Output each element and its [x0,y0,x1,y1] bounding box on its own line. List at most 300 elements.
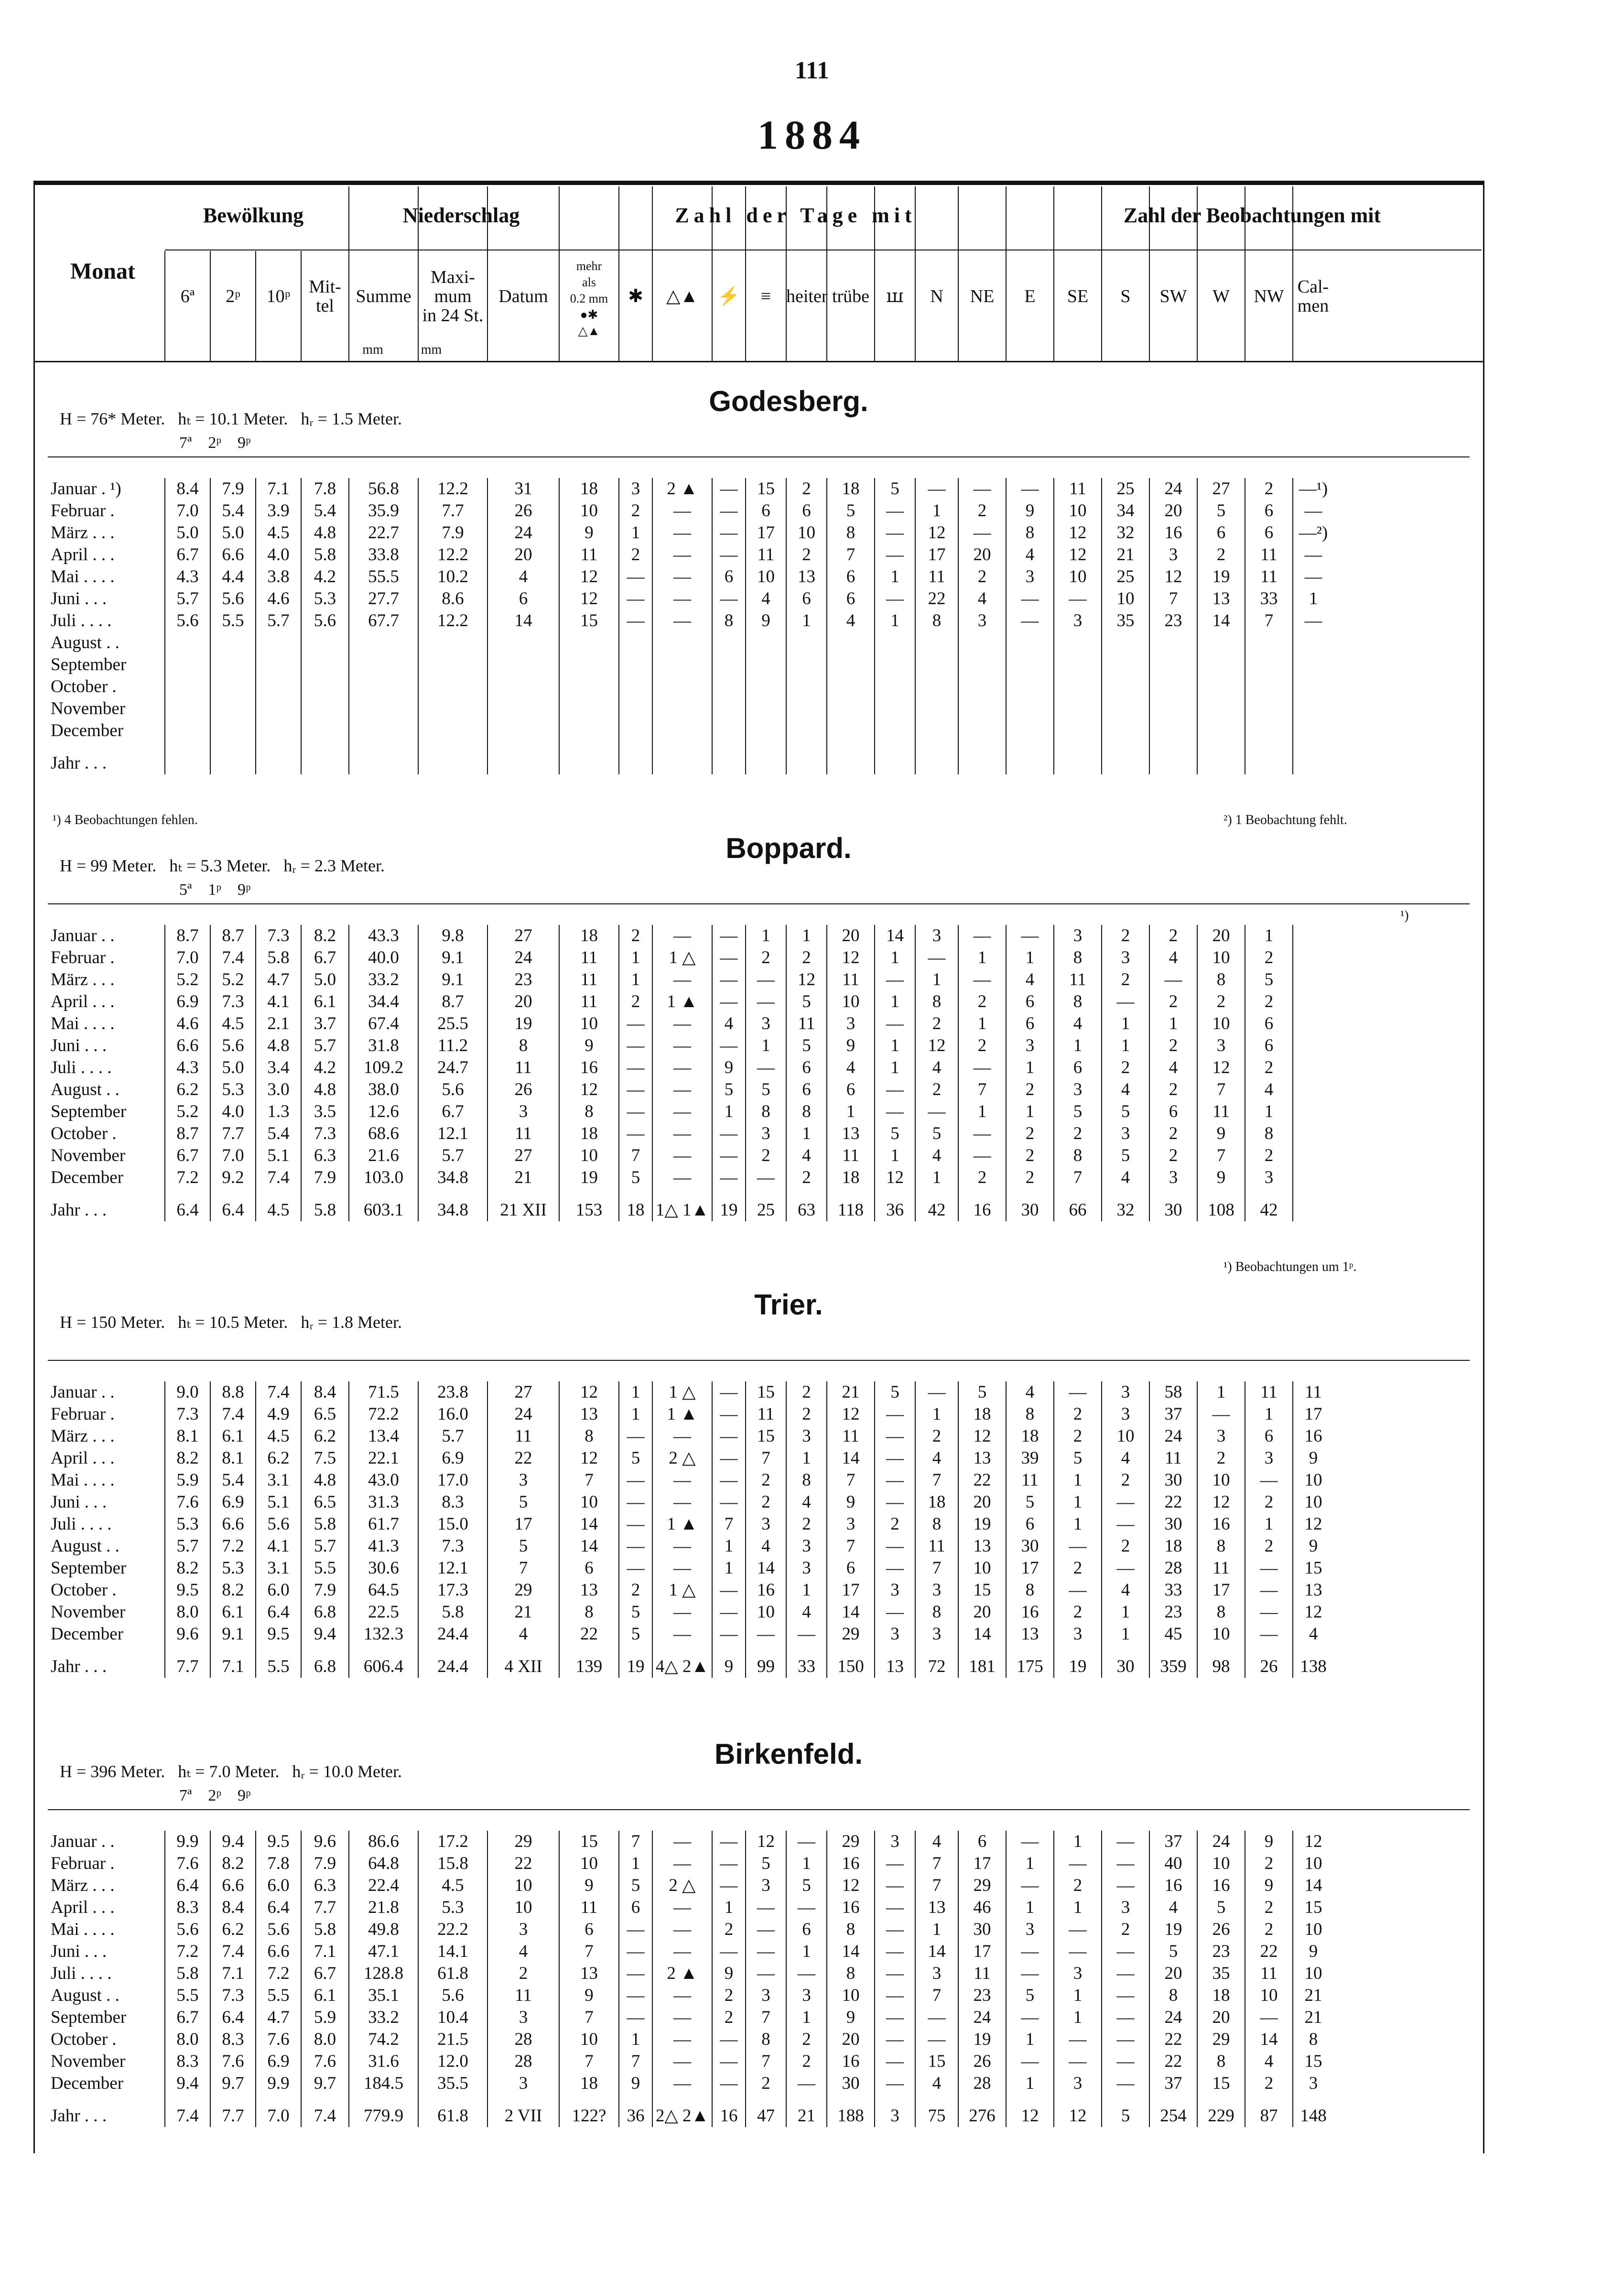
table-cell: — [786,1831,827,1853]
table-cell: — [1054,1941,1102,1963]
table-cell: 7.2 [165,1941,210,1963]
table-cell [958,720,1006,742]
table-cell: 2 [746,1145,786,1167]
table-cell: 3 [1054,925,1102,947]
table-row [48,478,1333,500]
table-cell: 11 [958,1963,1006,1985]
table-cell: 2 [1149,1123,1197,1145]
table-cell [210,698,256,720]
table-cell [1245,698,1293,720]
header-column-divider [618,186,619,361]
table-cell: 3.1 [256,1469,301,1491]
table-cell: 17 [958,1853,1006,1875]
table-cell: 8 [1197,1601,1245,1623]
table-cell: — [1102,991,1149,1013]
table-cell [1102,720,1149,742]
table-cell [1293,1079,1333,1101]
table-cell: — [1006,2007,1054,2029]
table-cell [559,742,619,774]
table-cell: — [712,1623,746,1645]
table-cell: 7.4 [256,1381,301,1403]
month-label: Jahr . . . [51,1200,107,1220]
table-cell [786,632,827,654]
table-cell: — [1054,1535,1102,1557]
table-cell: 2 [1245,1145,1293,1167]
table-cell [1197,654,1245,676]
table-cell: 14 [827,1601,875,1623]
table-cell: 14 [827,1447,875,1469]
table-cell [1293,742,1333,774]
table-cell: 10 [559,1145,619,1167]
table-cell: 64.8 [349,1853,418,1875]
table-row [48,2007,1333,2029]
month-label: September [51,2008,127,2027]
table-cell: 1 [746,925,786,947]
table-cell: 7 [487,1557,559,1579]
table-cell: 8 [1197,969,1245,991]
table-cell: 11 [1245,566,1293,588]
table-cell: 2 VII [487,2095,559,2127]
table-cell: 30 [1006,1189,1054,1221]
table-cell: 33.8 [349,544,418,566]
table-cell: 32 [1102,522,1149,544]
table-cell: 2 [1149,925,1197,947]
table-cell: 2 [619,991,652,1013]
table-cell [786,720,827,742]
table-cell: 15 [746,1381,786,1403]
month-label: Juni . . . [51,1492,107,1512]
table-cell: 8 [915,1601,958,1623]
section-top-rule [48,1360,1470,1361]
table-cell: 20 [958,1601,1006,1623]
table-cell: 8 [1054,1145,1102,1167]
table-cell: 86.6 [349,1831,418,1853]
table-cell: 2 [958,991,1006,1013]
table-cell: 68.6 [349,1123,418,1145]
table-cell: — [712,1381,746,1403]
table-cell: 8 [786,1469,827,1491]
table-cell: 132.3 [349,1623,418,1645]
table-cell: — [1006,478,1054,500]
table-cell: 11 [827,1145,875,1167]
table-cell [349,632,418,654]
table-cell: 1 [875,566,915,588]
table-cell: 11 [915,1535,958,1557]
table-cell: 19 [1149,1919,1197,1941]
table-cell: — [619,1513,652,1535]
table-cell: 23 [1149,1601,1197,1623]
table-cell: 2 [746,1491,786,1513]
table-cell: — [1006,1963,1054,1985]
table-cell: 12.0 [418,2051,487,2073]
table-cell: 4 [1102,1167,1149,1189]
table-cell: 7.6 [256,2029,301,2051]
table-cell: 1 [1054,1513,1102,1535]
table-cell: — [1006,925,1054,947]
table-cell: 11 [1245,1963,1293,1985]
table-cell [1149,676,1197,698]
table-cell: 1 [827,1101,875,1123]
table-cell: 9 [1293,1535,1333,1557]
table-cell: 12 [786,969,827,991]
table-cell: 29 [487,1831,559,1853]
table-cell: — [652,1035,712,1057]
table-cell: — [652,1623,712,1645]
header-bottom-rule [33,361,1484,362]
table-cell: 9 [712,1963,746,1985]
table-cell: 47.1 [349,1941,418,1963]
table-cell: 9.0 [165,1381,210,1403]
table-cell: 21 [487,1167,559,1189]
table-cell: 20 [827,925,875,947]
table-cell: — [712,1469,746,1491]
table-cell: 15 [958,1579,1006,1601]
table-cell: — [1197,1403,1245,1425]
table-cell: — [915,2029,958,2051]
table-cell: 12 [958,1425,1006,1447]
table-cell: 11 [1006,1469,1054,1491]
table-cell: 6.4 [165,1189,210,1221]
table-cell: 3 [1102,1897,1149,1919]
table-cell: 3.5 [301,1101,349,1123]
table-cell: 5 [619,1167,652,1189]
table-cell: 36 [619,2095,652,2127]
table-row [48,1831,1333,1853]
header-column-divider [1053,186,1054,361]
table-cell [958,676,1006,698]
table-cell: 16 [1293,1425,1333,1447]
table-cell [1197,632,1245,654]
table-cell: 27.7 [349,588,418,610]
table-cell: 5 [827,500,875,522]
table-cell: 7 [559,2051,619,2073]
table-cell: 8.4 [165,478,210,500]
table-cell: 2 [1149,1145,1197,1167]
table-cell: 18 [619,1189,652,1221]
table-cell: 7.6 [165,1853,210,1875]
table-cell: — [875,544,915,566]
table-cell [418,742,487,774]
table-cell: — [712,1579,746,1601]
month-label: Juni . . . [51,1036,107,1055]
table-row [48,632,1333,654]
table-cell: 11 [786,1013,827,1035]
table-cell: 5.5 [301,1557,349,1579]
table-cell: 1 △ [652,1579,712,1601]
table-cell: — [652,610,712,632]
table-cell: 1 ▲ [652,991,712,1013]
table-cell [827,720,875,742]
table-cell: 10 [958,1557,1006,1579]
table-cell: 10 [1054,500,1102,522]
table-cell: 16 [827,1897,875,1919]
table-cell: 6.4 [210,2007,256,2029]
station-meta: H = 99 Meter. hₜ = 5.3 Meter. hᵣ = 2.3 Meter. [60,856,385,875]
table-cell: 8 [915,991,958,1013]
table-cell: 7.1 [301,1941,349,1963]
table-cell: 2 [1102,1469,1149,1491]
table-cell: 4 [1245,1079,1293,1101]
table-cell: 7.0 [256,2095,301,2127]
table-cell: 39 [1006,1447,1054,1469]
table-row [48,1535,1333,1557]
table-cell [418,698,487,720]
table-cell: 10 [1293,1963,1333,1985]
header-column-divider [1197,186,1198,361]
table-cell: 779.9 [349,2095,418,2127]
table-cell: — [746,1057,786,1079]
table-cell: 8 [827,522,875,544]
station-data-table [48,1381,1333,1678]
table-cell: 1 [1054,1831,1102,1853]
month-label: Mai . . . . [51,567,115,586]
header-monat: Monat [70,259,135,284]
table-cell: — [1102,1963,1149,1985]
table-cell: — [875,1101,915,1123]
table-row [48,1403,1333,1425]
table-cell: 21 XII [487,1189,559,1221]
month-label: October . [51,1580,117,1600]
table-cell: 11 [487,1057,559,1079]
table-cell: 42 [915,1189,958,1221]
table-cell: 5 [1102,2095,1149,2127]
table-cell: 15 [1293,1557,1333,1579]
table-cell: 7 [915,1469,958,1491]
header-column-label: Summe [356,286,411,306]
table-row [48,1897,1333,1919]
month-label: März . . . [51,523,115,543]
table-cell: 17.3 [418,1579,487,1601]
table-cell [256,676,301,698]
table-cell: 8.3 [165,1897,210,1919]
table-cell: 46 [958,1897,1006,1919]
table-cell: 10 [559,500,619,522]
table-cell: 6 [827,566,875,588]
table-cell [652,720,712,742]
table-cell: — [652,1831,712,1853]
table-cell: 13 [559,1963,619,1985]
table-cell: 8 [1149,1985,1197,2007]
table-cell: 47 [746,2095,786,2127]
table-cell: 12.2 [418,478,487,500]
header-column-label: 10ᵖ [266,286,291,306]
table-cell: 10 [1293,1853,1333,1875]
table-cell: 6.4 [256,1897,301,1919]
table-cell: 5.2 [165,1101,210,1123]
table-cell: — [1245,1601,1293,1623]
table-cell: — [1054,1381,1102,1403]
table-cell: 37 [1149,1403,1197,1425]
table-cell: 7.9 [301,1167,349,1189]
table-cell: 7 [619,1831,652,1853]
table-cell: 49.8 [349,1919,418,1941]
table-cell: — [746,1623,786,1645]
table-cell: 6 [827,588,875,610]
table-cell: — [1245,1579,1293,1601]
table-cell: 16 [746,1579,786,1601]
table-cell: — [875,1963,915,1985]
table-cell: 4.8 [256,1035,301,1057]
table-cell: 10 [487,1875,559,1897]
table-cell: 1 [786,610,827,632]
table-cell: 2 [1054,1123,1102,1145]
table-cell: 20 [487,544,559,566]
table-cell: 6.9 [210,1491,256,1513]
table-cell: 31 [487,478,559,500]
table-cell: 7 [1149,588,1197,610]
table-cell: 22 [1149,1491,1197,1513]
table-cell: 2 [1054,1425,1102,1447]
table-cell: 7 [827,1535,875,1557]
table-cell: 9.7 [301,2073,349,2095]
table-cell: 11 [746,544,786,566]
table-cell: 5.7 [165,588,210,610]
table-cell: — [1054,588,1102,610]
month-label: Februar . [51,948,115,967]
table-cell: 4 [1102,1447,1149,1469]
table-cell: 16.0 [418,1403,487,1425]
table-cell: 8.0 [165,2029,210,2051]
table-cell [487,742,559,774]
table-cell: — [652,1941,712,1963]
table-cell: — [712,1491,746,1513]
table-cell: 5.7 [301,1035,349,1057]
table-cell: 12 [1006,2095,1054,2127]
table-cell: — [1102,1557,1149,1579]
table-cell: 5.2 [210,969,256,991]
table-cell: — [958,1123,1006,1145]
table-cell: 4 [487,1941,559,1963]
observation-hours: 5ª 1ᵖ 9ᵖ [179,881,251,899]
table-cell: 6 [1054,1057,1102,1079]
table-cell: 2 [1006,1167,1054,1189]
table-cell: 24 [487,947,559,969]
table-cell: 12 [559,566,619,588]
table-cell: 3 [958,610,1006,632]
table-cell: — [958,1145,1006,1167]
table-cell: 5 [619,1601,652,1623]
table-cell: 4 [487,1623,559,1645]
table-cell [1006,632,1054,654]
table-cell [210,676,256,698]
table-cell: 2 [1006,1123,1054,1145]
table-cell: 5.7 [165,1535,210,1557]
table-cell: — [875,1469,915,1491]
table-cell: 8.2 [301,925,349,947]
table-cell: — [652,1057,712,1079]
table-cell: 8.7 [165,925,210,947]
table-cell: 10 [1293,1469,1333,1491]
table-cell: 3 [1054,610,1102,632]
table-cell: — [1102,1491,1149,1513]
table-cell: — [875,1919,915,1941]
header-column-divider [712,186,713,361]
table-cell: 5.6 [165,610,210,632]
table-cell [958,654,1006,676]
table-cell: 8 [1006,1579,1054,1601]
table-cell: 67.7 [349,610,418,632]
table-cell [786,676,827,698]
table-cell [418,654,487,676]
table-cell: 26 [1197,1919,1245,1941]
table-cell: 8.3 [210,2029,256,2051]
table-cell: — [1054,1919,1102,1941]
table-cell: 9.4 [165,2073,210,2095]
table-cell: 103.0 [349,1167,418,1189]
table-cell: 43.0 [349,1469,418,1491]
table-cell: — [1102,2029,1149,2051]
table-cell: 15 [1197,2073,1245,2095]
table-cell: 3 [875,2095,915,2127]
table-cell: 8 [1054,947,1102,969]
table-cell: 2 [1102,1057,1149,1079]
table-cell [1149,720,1197,742]
table-cell: 19 [958,2029,1006,2051]
table-cell: 18 [1149,1535,1197,1557]
table-cell: 26 [1245,1645,1293,1678]
table-cell: — [958,969,1006,991]
table-cell: 18 [827,1167,875,1189]
table-cell [559,632,619,654]
table-cell: 6 [1197,522,1245,544]
section-top-rule [48,456,1470,457]
table-cell: 1 △ [652,947,712,969]
table-cell: 3 [746,1123,786,1145]
table-cell: 9.1 [418,969,487,991]
table-cell: 1 [1006,1101,1054,1123]
table-cell: 1 [875,947,915,969]
table-cell: 7.4 [210,1941,256,1963]
table-cell [1293,991,1333,1013]
table-cell: 2 [1245,947,1293,969]
table-cell: 2 [1197,991,1245,1013]
table-cell: 21 [1293,1985,1333,2007]
table-cell: — [619,610,652,632]
table-cell: 7.3 [301,1123,349,1145]
table-cell: 5.6 [418,1079,487,1101]
table-cell: 61.8 [418,2095,487,2127]
table-cell: 4 [827,1057,875,1079]
table-cell: 7 [1197,1145,1245,1167]
table-cell: 5 [619,1875,652,1897]
table-cell: 24 [1149,2007,1197,2029]
table-row [48,720,1333,742]
table-cell [619,676,652,698]
table-cell: 16 [1197,1513,1245,1535]
table-cell: 3 [1245,1447,1293,1469]
month-label: December [51,1624,124,1644]
table-cell: — [746,1941,786,1963]
table-cell: 4.6 [165,1013,210,1035]
table-cell: 10 [746,566,786,588]
table-cell [1102,654,1149,676]
table-cell: 13 [1006,1623,1054,1645]
observation-hours: 7ª 2ᵖ 9ᵖ [179,1787,251,1804]
table-cell: — [915,1101,958,1123]
table-cell: 21 [1293,2007,1333,2029]
table-cell: 7 [746,2007,786,2029]
table-cell: 22 [1149,2029,1197,2051]
table-cell: 6.5 [301,1403,349,1425]
table-cell: 58 [1149,1381,1197,1403]
table-cell [1293,947,1333,969]
table-cell: 8.2 [210,1853,256,1875]
month-label: Juli . . . . [51,1964,112,1983]
table-cell: 2 [1245,2073,1293,2095]
table-cell: 7.6 [210,2051,256,2073]
table-cell: 4.8 [301,1469,349,1491]
table-cell: 12.1 [418,1123,487,1145]
